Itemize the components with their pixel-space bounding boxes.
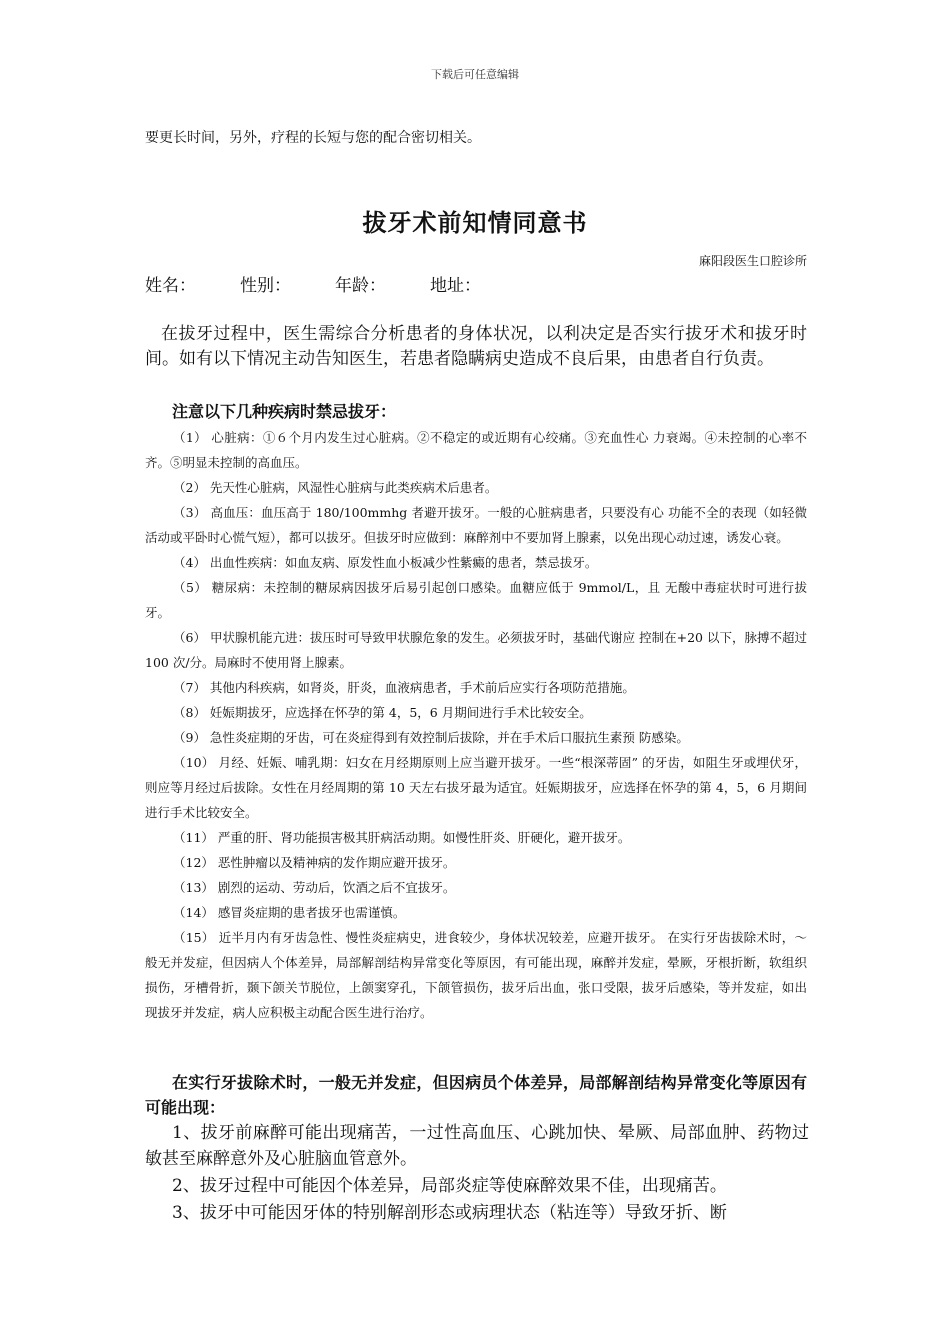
list-item: （14） 感冒炎症期的患者拔牙也需谨慎。: [173, 905, 406, 920]
list-item: （7） 其他内科疾病，如肾炎，肝炎，血液病患者，手术前后应实行各项防范措施。: [173, 680, 635, 695]
complications-heading: 在实行牙拔除术时，一般无并发症，但因病员个体差异，局部解剖结构异常变化等原因有可能出现：: [145, 1073, 807, 1117]
complication-item: 3、拔牙中可能因牙体的特别解剖形态或病理状态（粘连等）导致牙折、断: [172, 1203, 727, 1223]
name-field-label: 姓名：: [145, 276, 196, 296]
list-item: （11） 严重的肝、肾功能损害极其肝病活动期。如慢性肝炎、肝硬化，避开拔牙。: [173, 830, 631, 845]
list-item: （6） 甲状腺机能亢进：拔压时可导致甲状腺危象的发生。必须拔牙时，基础代谢应 控制在+20 以下，脉搏不超过 100 次/分。局麻时不使用肾上腺素。: [145, 630, 807, 670]
complication-item: 1、拔牙前麻醉可能出现痛苦，一过性高血压、心跳加快、晕厥、局部血肿、药物过敏甚至麻醉意外及心脏脑血管意外。: [145, 1123, 809, 1169]
continuation-text: 要更长时间，另外，疗程的长短与您的配合密切相关。: [145, 130, 481, 146]
clinic-name: 麻阳段医生口腔诊所: [698, 254, 807, 268]
contraindications-heading: 注意以下几种疾病时禁忌拔牙：: [172, 402, 397, 421]
list-item: （3） 高血压：血压高于 180/100mmhg 者避开拔牙。一般的心脏病患者，只要没有心 功能不全的表现（如轻微活动或平卧时心慌气短），都可以拔牙。但拔牙时应做到：麻醉剂中不要加肾上腺素，以免出现心动过速，诱发心衰。: [145, 505, 807, 545]
list-item: （2） 先天性心脏病，风湿性心脏病与此类疾病术后患者。: [173, 480, 498, 495]
list-item: （13） 剧烈的运动、劳动后，饮酒之后不宜拔牙。: [173, 880, 456, 895]
page-header-note: 下载后可任意编辑: [431, 68, 519, 81]
gender-field-label: 性别：: [240, 276, 291, 296]
list-item: （8） 妊娠期拔牙，应选择在怀孕的第 4，5，6 月期间进行手术比较安全。: [173, 705, 592, 720]
list-item: （1） 心脏病：①６个月内发生过心脏病。②不稳定的或近期有心绞痛。③充血性心 力衰竭。④未控制的心率不齐。⑤明显未控制的高血压。: [145, 430, 807, 470]
patient-info-fields: [145, 274, 481, 298]
document-title: 拔牙术前知情同意书: [362, 208, 588, 237]
contraindications-list: [145, 425, 807, 1025]
complication-item: 2、拔牙过程中可能因个体差异，局部炎症等使麻醉效果不佳，出现痛苦。: [172, 1176, 727, 1196]
intro-paragraph: 在拔牙过程中，医生需综合分析患者的身体状况，以利决定是否实行拔牙术和拔牙时间。如有以下情况主动告知医生，若患者隐瞒病史造成不良后果，由患者自行负责。: [145, 324, 807, 369]
age-field-label: 年龄：: [335, 276, 386, 296]
complications-list: [145, 1120, 809, 1227]
list-item: （4） 出血性疾病：如血友病、原发性血小板减少性紫癜的患者，禁忌拔牙。: [173, 555, 598, 570]
address-field-label: 地址：: [430, 276, 481, 296]
list-item: （15） 近半月内有牙齿急性、慢性炎症病史，进食较少，身体状况较差，应避开拔牙。 在实行牙齿拔除术时，～般无并发症，但因病人个体差异，局部解剖结构异常变化等原因，有可能出现，麻醉并发症，晕厥，牙根折断，软组织损伤，牙槽骨折，颞下颌关节脱位，上颌窦穿孔，下颌管损伤，拔牙后出血，张口受限，拔牙后感染，等并发症，如出现拔牙并发症，病人应积极主动配合医生进行治疗。: [145, 930, 807, 1020]
list-item: （9） 急性炎症期的牙齿，可在炎症得到有效控制后拔除，并在手术后口服抗生素预 防感染。: [173, 730, 689, 745]
list-item: （5） 糖尿病：未控制的糖尿病因拔牙后易引起创口感染。血糖应低于 9mmol/L，且 无酸中毒症状时可进行拔牙。: [145, 580, 807, 620]
list-item: （10） 月经、妊娠、哺乳期：妇女在月经期原则上应当避开拔牙。一些“根深蒂固” 的牙齿，如阻生牙或埋伏牙，则应等月经过后拔除。女性在月经周期的第 10 天左右拔牙最为适宜。妊娠期拔牙，应选择在怀孕的第 4，5，6 月期间进行手术比较安全。: [145, 755, 807, 820]
list-item: （12） 恶性肿瘤以及精神病的发作期应避开拔牙。: [173, 855, 456, 870]
